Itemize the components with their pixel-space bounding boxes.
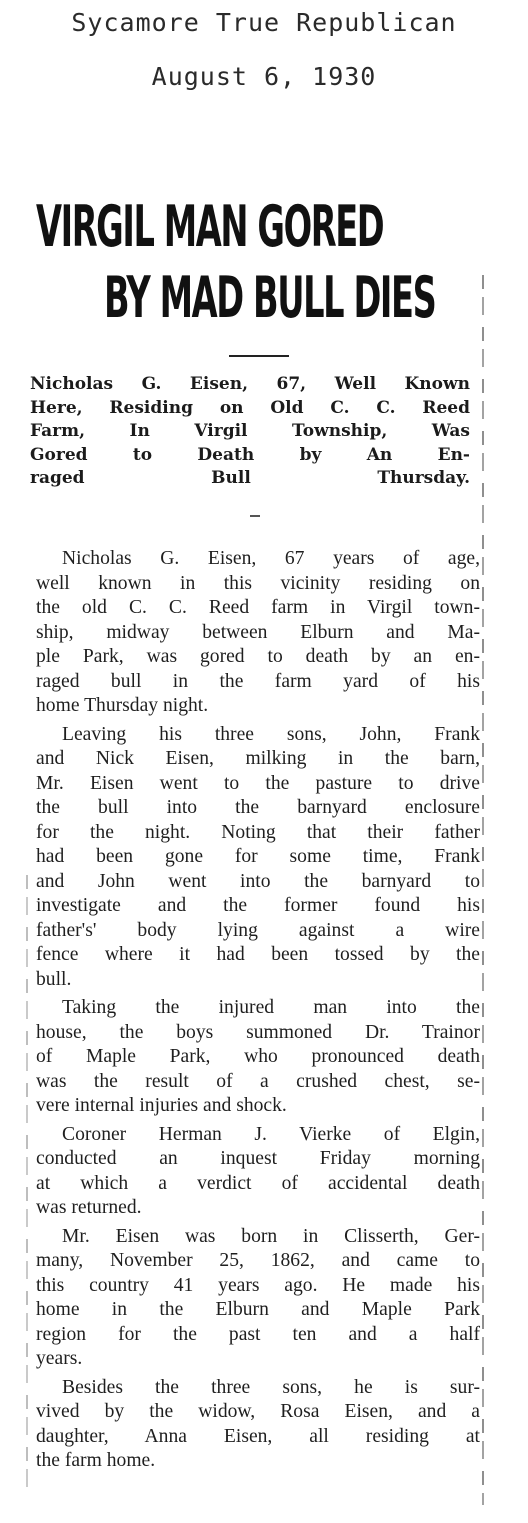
article-line: the old C. C. Reed farm in Virgil town- — [36, 597, 480, 618]
article-paragraph — [36, 1225, 480, 1372]
deck-line: Nicholas G. Eisen, 67, Well Known — [30, 374, 470, 394]
article-line: conducted an inquest Friday morning — [36, 1148, 480, 1169]
article-line: and Nick Eisen, milking in the barn, — [36, 748, 480, 769]
clipping-edge-left — [26, 875, 28, 1495]
deck-line: Here, Residing on Old C. C. Reed — [30, 397, 470, 418]
article-line: house, the boys summoned Dr. Trainor — [36, 1021, 480, 1043]
deck-line: raged Bull Thursday. — [30, 468, 470, 488]
deck-line: Farm, In Virgil Township, Was — [30, 421, 470, 441]
article-paragraph — [36, 723, 480, 993]
article-line: had been gone for some time, Frank — [36, 846, 480, 867]
article-paragraph — [36, 547, 480, 719]
article-paragraph — [36, 1376, 480, 1474]
article-body — [36, 547, 480, 1478]
article-line: father's' body lying against a wire — [36, 919, 480, 941]
article-line: ship, midway between Elburn and Ma- — [36, 621, 480, 643]
article-line: fence where it had been tossed by the — [36, 944, 480, 965]
article-line: Coroner Herman J. Vierke of Elgin, — [62, 1123, 480, 1145]
article-line: years. — [36, 1348, 83, 1369]
article-line: Nicholas G. Eisen, 67 years of age, — [62, 548, 480, 569]
clipping-edge-right — [482, 275, 484, 1505]
article-paragraph — [36, 1123, 480, 1221]
article-line: investigate and the former found his — [36, 895, 480, 916]
article-line: Mr. Eisen went to the pasture to drive — [36, 772, 480, 794]
article-line: vere internal injuries and shock. — [36, 1095, 287, 1116]
headline-line-2: BY MAD BULL DIES — [104, 265, 436, 332]
subheadline-deck — [30, 373, 470, 491]
article-line: was returned. — [36, 1197, 142, 1218]
article-line: daughter, Anna Eisen, all residing at — [36, 1425, 480, 1447]
article-line: Leaving his three sons, John, Frank — [62, 723, 480, 745]
article-line: bull. — [36, 968, 72, 990]
article-line: well known in this vicinity residing on — [36, 572, 480, 594]
article-line: home Thursday night. — [36, 695, 209, 716]
article-line: raged bull in the farm yard of his — [36, 670, 480, 692]
publication-date: August 6, 1930 — [151, 62, 377, 91]
article-line: at which a verdict of accidental death — [36, 1172, 480, 1194]
article-line: and John went into the barnyard to — [36, 870, 480, 892]
article-line: Taking the injured man into the — [62, 997, 480, 1018]
article-line: many, November 25, 1862, and came to — [36, 1250, 480, 1271]
publication-name: Sycamore True Republican — [71, 8, 457, 37]
article-line: was the result of a crushed chest, se- — [36, 1070, 480, 1092]
newspaper-clipping — [22, 185, 482, 1505]
deck-divider — [250, 515, 260, 517]
article-paragraph — [36, 996, 480, 1119]
article-line: Mr. Eisen was born in Clisserth, Ger- — [62, 1225, 480, 1247]
article-line: home in the Elburn and Maple Park — [36, 1299, 480, 1320]
article-line: vived by the widow, Rosa Eisen, and a — [36, 1401, 480, 1422]
article-line: for the night. Noting that their father — [36, 821, 480, 843]
article-line: region for the past ten and a half — [36, 1323, 480, 1345]
article-line: ple Park, was gored to death by an en- — [36, 646, 480, 667]
article-line: the farm home. — [36, 1450, 156, 1471]
article-line: Besides the three sons, he is sur- — [62, 1376, 480, 1398]
deck-line: Gored to Death by An En- — [30, 444, 470, 465]
article-line: the bull into the barnyard enclosure — [36, 797, 480, 818]
article-line: of Maple Park, who pronounced death — [36, 1046, 480, 1067]
article-line: this country 41 years ago. He made his — [36, 1274, 480, 1296]
headline-line-1: VIRGIL MAN GORED — [36, 194, 384, 261]
headline-divider — [229, 355, 289, 357]
